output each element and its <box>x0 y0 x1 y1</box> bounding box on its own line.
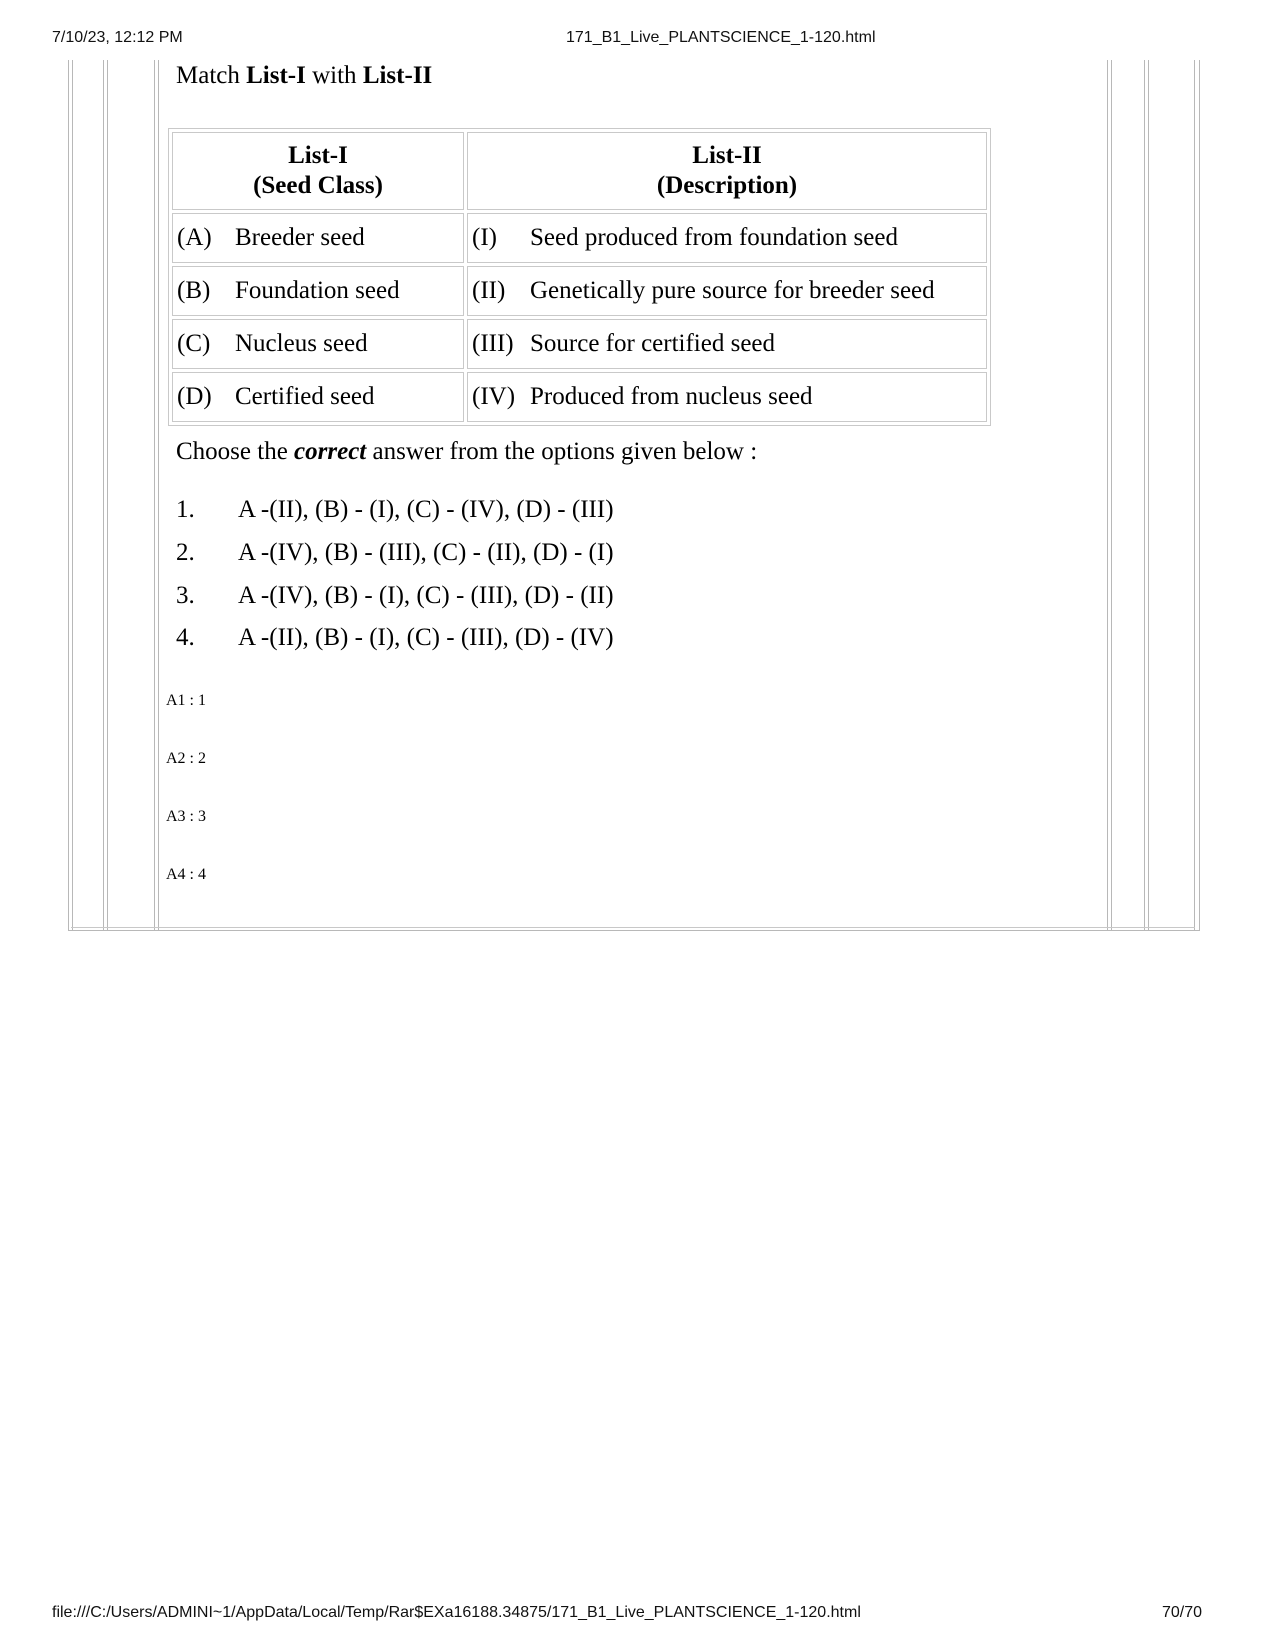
frame-line <box>1144 60 1145 930</box>
description: Genetically pure source for breeder seed <box>530 277 935 304</box>
header-list2-title: List-II <box>692 142 762 169</box>
header-list1 <box>172 132 464 210</box>
option-number: 4. <box>176 624 195 651</box>
seed-class: Breeder seed <box>235 224 365 251</box>
option-item <box>176 624 614 652</box>
option-text: A -(IV), (B) - (III), (C) - (II), (D) - (I) <box>238 539 614 566</box>
description: Source for certified seed <box>530 330 776 357</box>
table-header-row <box>172 132 987 210</box>
print-doc-title: 171_B1_Live_PLANTSCIENCE_1-120.html <box>566 29 876 46</box>
print-datetime: 7/10/23, 12:12 PM <box>52 29 183 46</box>
answer-key: A2 : 2 <box>166 750 206 767</box>
row-label: (IV) <box>472 383 516 410</box>
frame-line <box>154 60 155 930</box>
choose-suffix: answer from the options given below : <box>366 438 758 465</box>
option-text: A -(IV), (B) - (I), (C) - (III), (D) - (II) <box>238 582 614 609</box>
option-text: A -(II), (B) - (I), (C) - (IV), (D) - (III) <box>238 496 614 523</box>
row-label: (D) <box>177 383 212 410</box>
header-list1-subtitle: (Seed Class) <box>253 172 383 199</box>
header-list1-title: List-I <box>288 142 348 169</box>
row-label: (B) <box>177 277 211 304</box>
row-label: (C) <box>177 330 211 357</box>
header-list2 <box>467 132 987 210</box>
intro-list2: List-II <box>362 62 433 89</box>
frame-line <box>107 60 108 930</box>
row-label: (III) <box>472 330 514 357</box>
frame-line <box>1194 60 1195 930</box>
print-file-url: file:///C:/Users/ADMINI~1/AppData/Local/Temp/Rar$EXa16188.34875/171_B1_Live_PLANTSCIENCE_1-120.html <box>52 1604 861 1621</box>
row-label: (II) <box>472 277 506 304</box>
table-row <box>172 319 987 369</box>
table-row <box>172 213 987 263</box>
frame-line <box>1111 60 1112 930</box>
intro-prefix: Match <box>176 62 247 89</box>
answer-key: A4 : 4 <box>166 866 206 883</box>
seed-class: Nucleus seed <box>235 330 368 357</box>
header-list2-subtitle: (Description) <box>656 172 798 199</box>
row-label: (A) <box>177 224 212 251</box>
option-number: 3. <box>176 582 195 609</box>
option-number: 1. <box>176 496 195 523</box>
print-page-counter: 70/70 <box>1162 1604 1203 1621</box>
frame-line <box>158 60 159 930</box>
option-item <box>176 539 614 567</box>
seed-class: Foundation seed <box>235 277 400 304</box>
frame-line <box>72 60 73 930</box>
description: Seed produced from foundation seed <box>530 224 898 251</box>
frame-line <box>1148 60 1149 930</box>
intro-mid: with <box>305 62 363 89</box>
answer-key: A3 : 3 <box>166 808 206 825</box>
description: Produced from nucleus seed <box>530 383 813 410</box>
option-item <box>176 582 614 610</box>
table-row <box>172 372 987 422</box>
answer-key: A1 : 1 <box>166 692 206 709</box>
row-label: (I) <box>472 224 497 251</box>
choose-instruction <box>176 438 757 466</box>
frame-line <box>103 60 104 930</box>
choose-emphasis: correct <box>294 438 367 465</box>
option-text: A -(II), (B) - (I), (C) - (III), (D) - (IV) <box>238 624 614 651</box>
question-intro <box>176 62 432 90</box>
option-item <box>176 496 614 524</box>
option-number: 2. <box>176 539 195 566</box>
choose-prefix: Choose the <box>176 438 295 465</box>
frame-line <box>71 927 1195 928</box>
match-table <box>168 128 991 426</box>
table-row <box>172 266 987 316</box>
frame-line <box>1107 60 1108 930</box>
seed-class: Certified seed <box>235 383 375 410</box>
intro-list1: List-I <box>246 62 306 89</box>
